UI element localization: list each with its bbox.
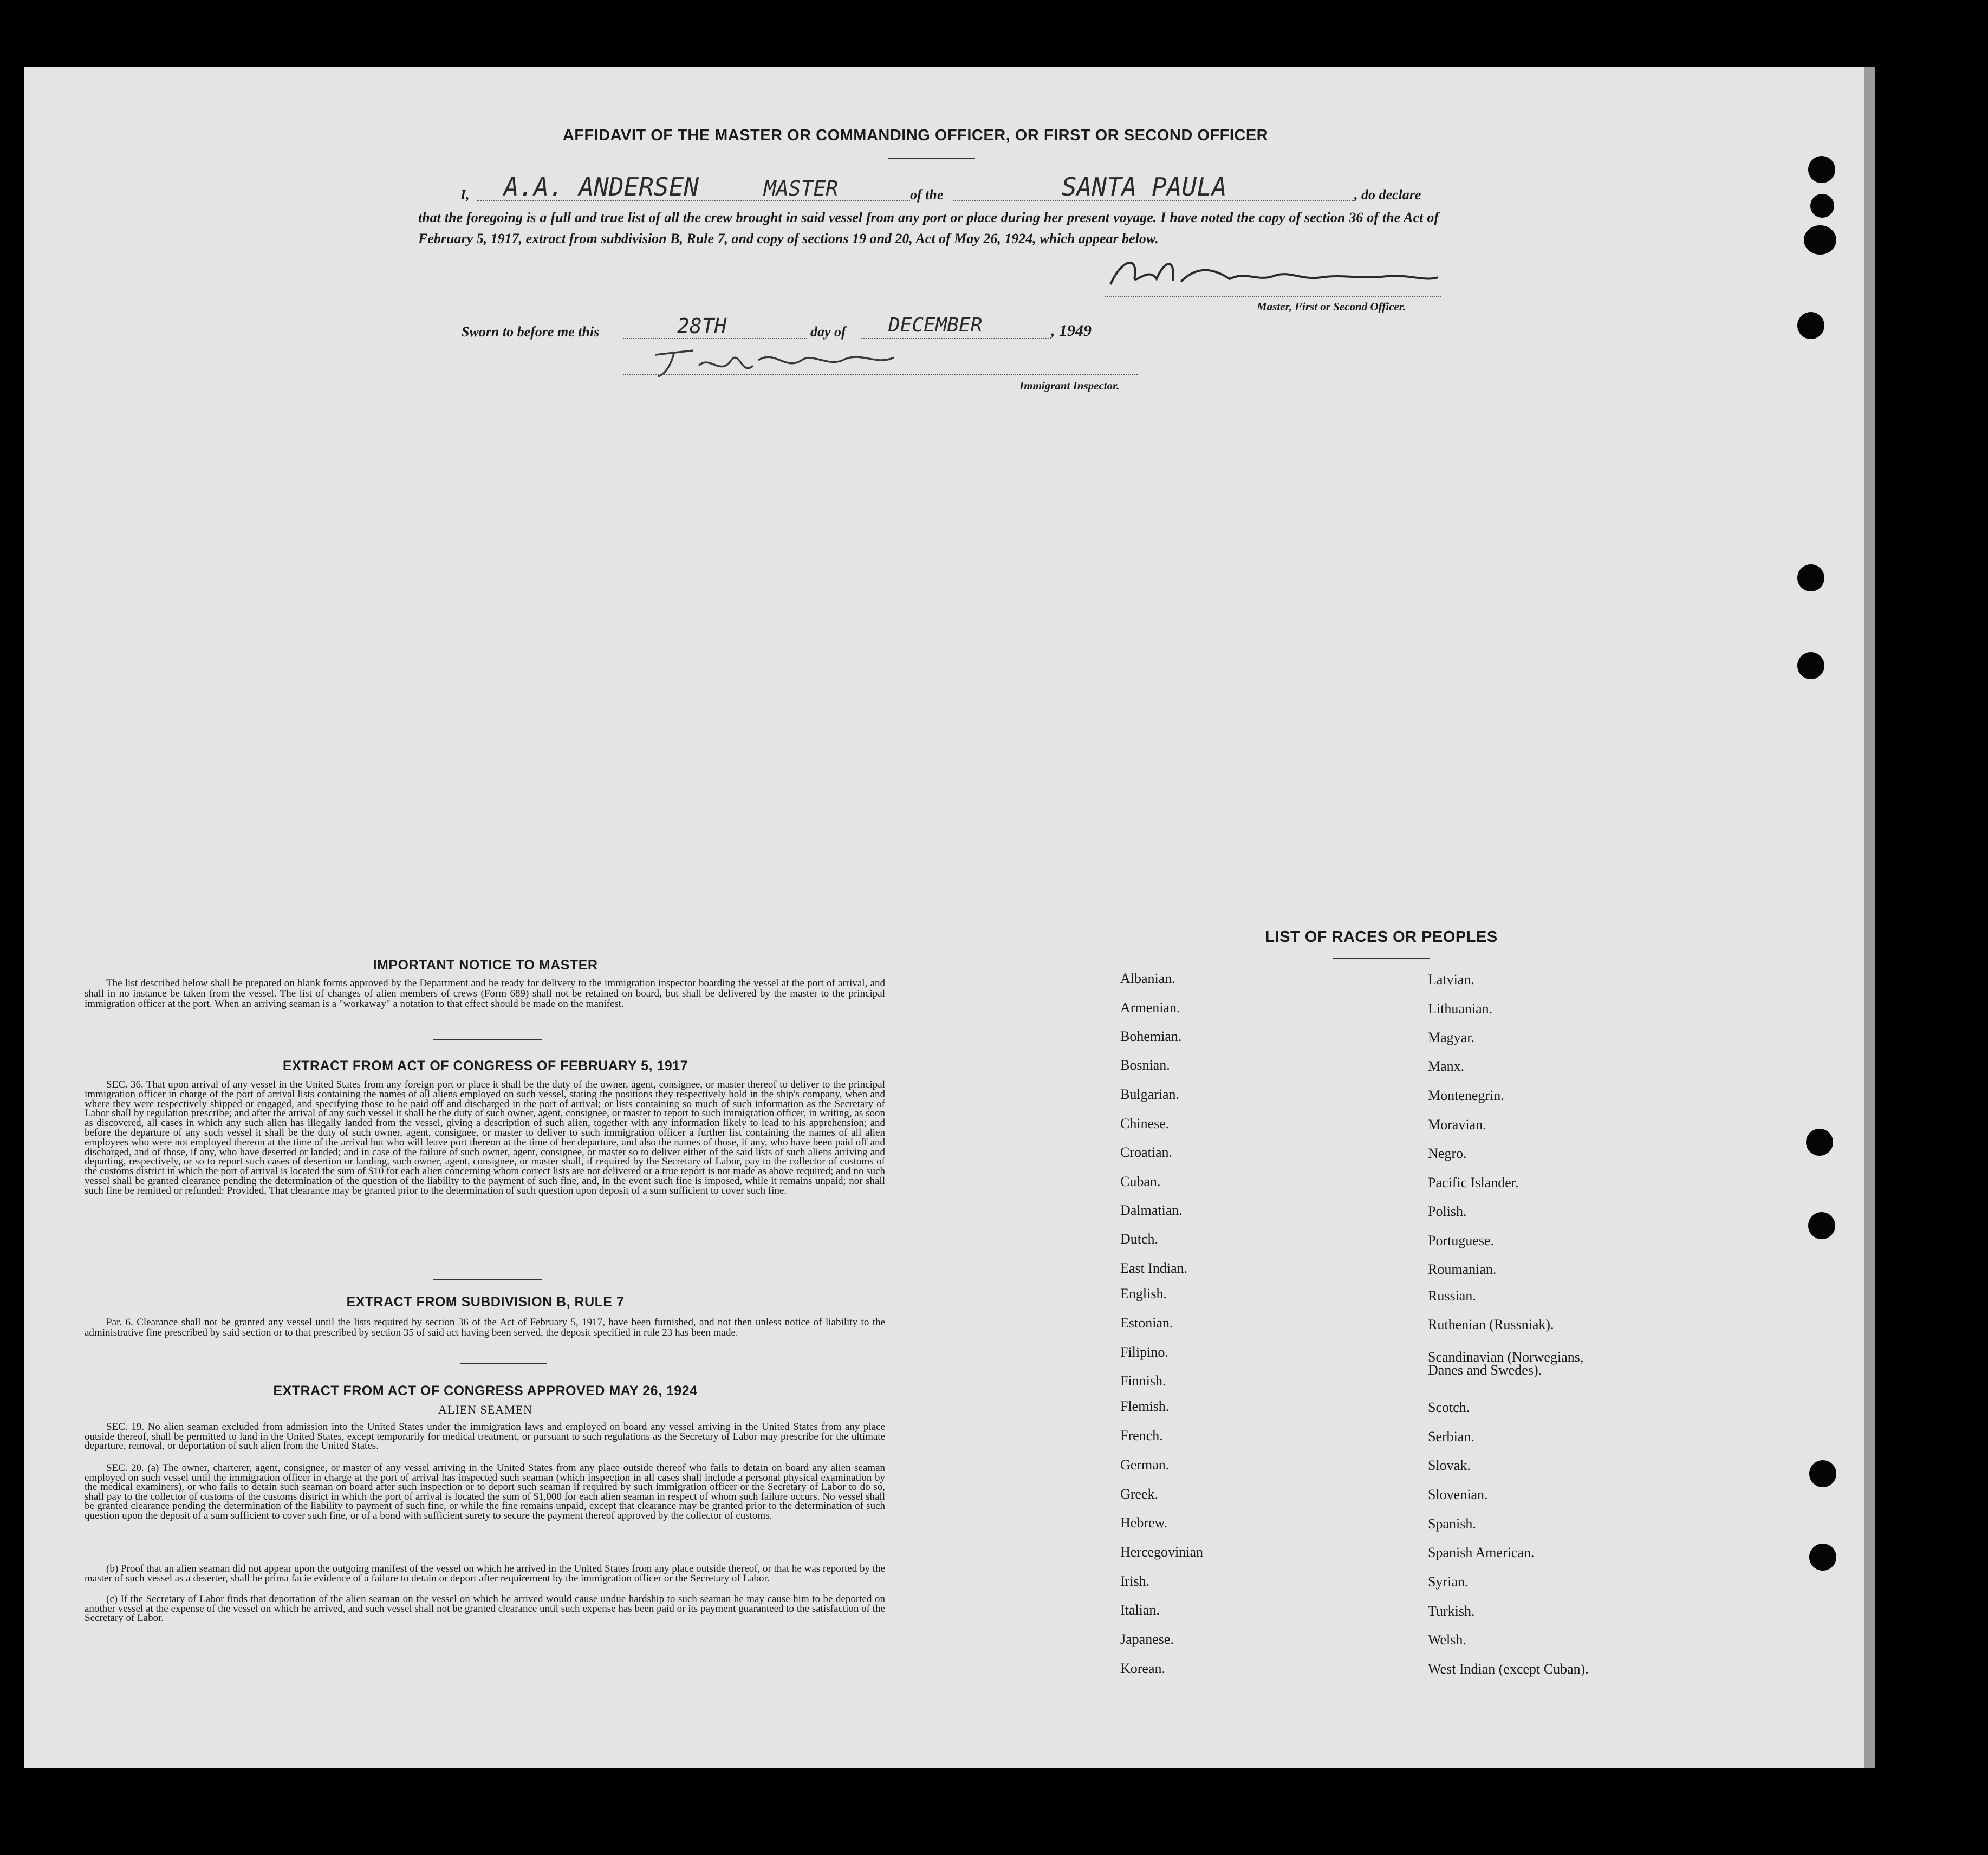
race-item: Manx. <box>1428 1058 1465 1074</box>
section-divider <box>433 1279 542 1280</box>
race-item: Roumanian. <box>1428 1261 1497 1277</box>
race-item: Flemish. <box>1120 1398 1170 1414</box>
race-item: Filipino. <box>1120 1344 1168 1360</box>
extract3-title: EXTRACT FROM ACT OF CONGRESS APPROVED MAY 26, 1924 <box>273 1383 698 1398</box>
punch-hole <box>1809 1460 1836 1487</box>
year: , 1949 <box>1051 322 1092 340</box>
of-the-label: of the <box>910 187 944 203</box>
month-handwritten: DECEMBER <box>888 314 983 336</box>
affidavit-body: that the foregoing is a full and true list of all the crew brought in said vessel from any port or place during her present voyage. I have noted the copy of section 36 of the Act of February 5, 1917, extract from subdivision B, Rule 7, and copy of sections 19 and 20, Act of May 26, 1924, which appear below. <box>418 210 1439 246</box>
race-item: Negro. <box>1428 1145 1467 1161</box>
punch-hole <box>1810 194 1834 218</box>
race-item: French. <box>1120 1428 1163 1443</box>
race-item: Ruthenian (Russniak). <box>1428 1317 1554 1332</box>
vessel-line <box>953 200 1354 201</box>
race-item: Pacific Islander. <box>1428 1175 1519 1190</box>
race-item: Spanish American. <box>1428 1545 1535 1560</box>
day-handwritten: 28TH <box>677 314 727 338</box>
race-item: Montenegrin. <box>1428 1088 1504 1103</box>
day-line <box>623 338 807 339</box>
race-item: Portuguese. <box>1428 1233 1495 1248</box>
name-line <box>477 200 910 201</box>
race-item: Hercegovinian <box>1120 1544 1204 1560</box>
race-item: Dalmatian. <box>1120 1202 1183 1218</box>
race-item: Latvian. <box>1428 972 1474 987</box>
day-of-label: day of <box>810 324 846 340</box>
race-item: Bohemian. <box>1120 1029 1182 1044</box>
race-item: Armenian. <box>1120 1000 1180 1016</box>
race-item: Russian. <box>1428 1288 1476 1304</box>
race-item: Albanian. <box>1120 971 1175 986</box>
race-item: Syrian. <box>1428 1574 1469 1590</box>
race-item: West Indian (except Cuban). <box>1428 1661 1589 1677</box>
punch-hole <box>1808 1212 1835 1239</box>
master-name-handwritten: A.A. ANDERSEN <box>504 172 699 201</box>
race-item: Bulgarian. <box>1120 1086 1180 1102</box>
race-item: Irish. <box>1120 1573 1150 1589</box>
race-item: Slovak. <box>1428 1457 1471 1473</box>
race-item: Turkish. <box>1428 1603 1475 1619</box>
affidavit-title: AFFIDAVIT OF THE MASTER OR COMMANDING OFFICER, OR FIRST OR SECOND OFFICER <box>562 127 1269 144</box>
race-item: Slovenian. <box>1428 1487 1488 1502</box>
extract3-para-19: SEC. 19. No alien seaman excluded from admission into the United States under the immigration laws and employed on board any vessel arriving in the United States from any place outside thereof, shall be permitted to land in the United States, except temporarily for medical treatment, or pursuant to such regulations as the Secretary of Labor may prescribe for the ultimate departure, removal, or deportation of such alien from the United States. <box>85 1421 885 1452</box>
section-divider <box>460 1363 547 1364</box>
punch-hole <box>1809 1544 1836 1571</box>
race-item: Japanese. <box>1120 1631 1174 1647</box>
affidavit-i: I, <box>460 187 470 203</box>
rank-handwritten: MASTER <box>764 177 839 200</box>
extract3-para-20c: (c) If the Secretary of Labor finds that deportation of the alien seaman on the vessel on which he arrived would cause undue hardship to such seaman he may cause him to be deported on another vessel at the expense of the vessel on which he arrived, and such vessel shall not be granted clearance until such expense has been paid or its payment guaranteed to the satisfaction of the Secretary of Labor. <box>85 1593 885 1624</box>
race-item: Chinese. <box>1120 1116 1170 1131</box>
master-signature-line <box>1105 296 1441 297</box>
race-item: Estonian. <box>1120 1315 1173 1331</box>
master-officer-label: Master, First or Second Officer. <box>1257 300 1406 313</box>
inspector-signature <box>650 344 899 382</box>
race-item: Scandinavian (Norwegians, Danes and Swedes). <box>1428 1349 1584 1378</box>
race-item: English. <box>1120 1286 1167 1301</box>
do-declare-label: , do declare <box>1354 187 1421 203</box>
notice-title: IMPORTANT NOTICE TO MASTER <box>373 958 598 973</box>
race-item: Welsh. <box>1428 1632 1466 1648</box>
race-item: Bosnian. <box>1120 1057 1170 1073</box>
race-item: Croatian. <box>1120 1144 1173 1160</box>
races-divider <box>1333 958 1430 959</box>
race-item: Serbian. <box>1428 1429 1474 1444</box>
month-line <box>861 338 1051 339</box>
race-item: Hebrew. <box>1120 1515 1168 1531</box>
extract3-para-20a: SEC. 20. (a) The owner, charterer, agent, consignee, or master of any vessel arriving in the United States from any place outside thereof who fails to detain on board any alien seaman employed on such vessel until the immigration officer in charge at the port of arrival has inspected such seaman (which inspection in all cases shall include a personal physical examination by the medical examiners), or who fails to detain such seaman on board after such inspection or to deport such seaman if required by such immigration officer or the Secretary of Labor to do so, shall pay to the collector of customs of the customs district in which the port of arrival is located the sum of $1,000 for each alien seaman in respect of whom such failure occurs. No vessel shall be granted clearance pending the determination of the liability to payment of such fine, or while the fine remains unpaid, except that clearance may be granted prior to the determination of such question upon the deposit of a sum sufficient to cover such fine, or of a bond with sufficient surety to secure the payment thereof approved by the collector of customs. <box>85 1462 885 1521</box>
page-edge <box>1864 67 1875 1768</box>
race-item: East Indian. <box>1120 1260 1188 1276</box>
races-title: LIST OF RACES OR PEOPLES <box>1265 928 1498 946</box>
punch-hole <box>1797 652 1824 679</box>
race-item: Moravian. <box>1428 1117 1486 1132</box>
race-item: Greek. <box>1120 1486 1159 1502</box>
punch-hole <box>1797 312 1824 339</box>
vessel-name-handwritten: SANTA PAULA <box>1062 172 1227 201</box>
race-item: Cuban. <box>1120 1174 1161 1189</box>
punch-hole <box>1808 156 1835 183</box>
race-item: Finnish. <box>1120 1373 1166 1389</box>
extract3-subtitle: ALIEN SEAMEN <box>438 1403 532 1416</box>
inspector-line <box>623 374 1138 375</box>
punch-hole <box>1806 1129 1833 1156</box>
race-item: Scotch. <box>1428 1400 1470 1415</box>
section-divider <box>433 1039 542 1040</box>
extract1-text: SEC. 36. That upon arrival of any vessel in the United States from any foreign port or place it shall be the duty of the owner, agent, consignee, or master thereof to deliver to the principal immigration officer in charge of the port of arrival lists containing the names of all aliens employed on such vessel, stating the positions they respectively hold in the ship's company, when and where they were respectively shipped or engaged, and specifying those to be paid off and discharged in the port of arrival; or lists containing so much of such information as the Secretary of Labor shall by regulation prescribe; and after the arrival of any such vessel it shall be the duty of such owner, agent, consignee, or master to report to such immigration officer, in writing, as soon as discovered, all cases in which any such alien has illegally landed from the vessel, giving a description of such alien, together with any information likely to lead to his apprehension; and before the departure of any such vessel it shall be the duty of such owner, agent, consignee, or master to deliver to such immigration officer a further list containing the names of all alien employees who were not employed thereon at the time of the arrival but who will leave port thereon at the time of her departure, and also the names of those, if any, who have been paid off and discharged, and of those, if any, who have deserted or landed; and in case of the failure of such owner, agent, consignee, or master so to deliver either of the said lists of such aliens arriving and departing, respectively, or so to report such cases of desertion or landing, such owner, agent, consignee, or master shall, if required by the Secretary of Labor, pay to the collector of customs of the customs district in which the port of arrival is located the sum of $10 for each alien concerning whom correct lists are not delivered or a true report is not made as above required; and no such vessel shall be granted clearance pending the determination of the question of the liability to the payment of such fine, and, in the event such fine is imposed, while it remains unpaid; nor shall such fine be remitted or refunded: Provided, That clearance may be granted prior to the determination of such question upon deposit of a sum sufficient to cover such fine. <box>85 1079 885 1196</box>
race-item: Dutch. <box>1120 1231 1159 1247</box>
sworn-label: Sworn to before me this <box>462 324 600 340</box>
race-item: Italian. <box>1120 1602 1160 1618</box>
inspector-label: Immigrant Inspector. <box>1019 379 1120 392</box>
race-item: Spanish. <box>1428 1516 1476 1532</box>
race-item: Polish. <box>1428 1203 1467 1219</box>
race-item: Lithuanian. <box>1428 1001 1493 1017</box>
punch-hole <box>1804 225 1836 255</box>
race-item: Magyar. <box>1428 1030 1474 1045</box>
race-item: German. <box>1120 1457 1170 1473</box>
extract2-text: Par. 6. Clearance shall not be granted any vessel until the lists required by section 36 of the Act of February 5, 1917, have been furnished, and not then unless notice of liability to the administrative fine prescribed by said section or to that prescribed by section 35 of said act having been served, the deposit specified in rule 23 has been made. <box>85 1317 885 1338</box>
punch-hole <box>1797 564 1824 591</box>
extract1-title: EXTRACT FROM ACT OF CONGRESS OF FEBRUARY 5, 1917 <box>282 1058 688 1073</box>
master-signature <box>1105 255 1441 292</box>
extract3-para-20b: (b) Proof that an alien seaman did not appear upon the outgoing manifest of the vessel on which he arrived in the United States from any place outside thereof, or that he was reported by the master of such vessel as a deserter, shall be prima facie evidence of a failure to detain or deport after requirement by the immigration officer or the Secretary of Labor. <box>85 1563 885 1584</box>
title-divider <box>888 158 975 159</box>
notice-text: The list described below shall be prepared on blank forms approved by the Department and be ready for delivery to the immigration inspector boarding the vessel at the port of arrival, and shall in no instance be taken from the vessel. The list of changes of alien members of crews (Form 689) shall not be retained on board, but shall be delivered by the master to the principal immigration officer at the port. When an arriving seaman is a "workaway" a notation to that effect should be made on the manifest. <box>85 978 885 1010</box>
race-item: Korean. <box>1120 1661 1166 1676</box>
extract2-title: EXTRACT FROM SUBDIVISION B, RULE 7 <box>346 1294 625 1310</box>
